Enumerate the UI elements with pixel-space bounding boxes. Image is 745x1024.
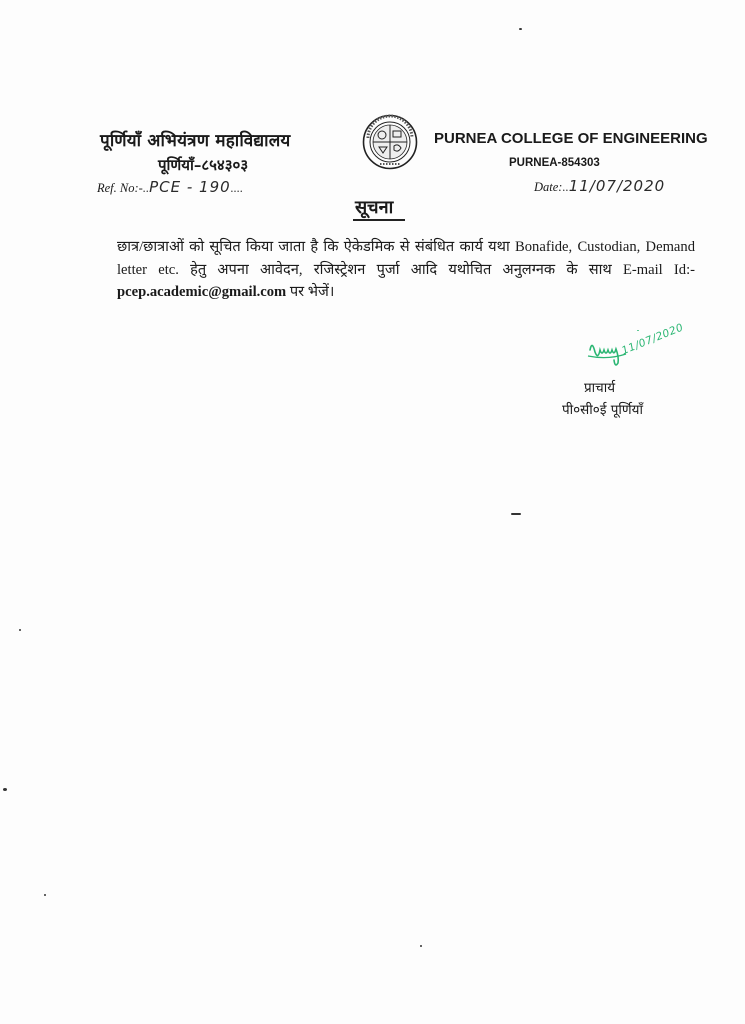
scan-speck	[44, 894, 46, 896]
notice-body-text: छात्र/छात्राओं को सूचित किया जाता है कि ऐकेडमिक से संबंधित कार्य यथा Bonafide, Custodian, Demand letter etc. हेतु अपना आवेदन, रजिस्ट्रेशन पुर्जा आदि यथोचित अनुलग्नक के साथ E-mail Id:-	[117, 239, 695, 278]
english-college-name: PURNEA COLLEGE OF ENGINEERING	[434, 130, 708, 147]
hindi-college-city: पूर्णियाँ–८५४३०३	[158, 156, 249, 174]
college-seal-icon	[362, 114, 418, 170]
notice-body	[117, 236, 695, 304]
academic-email: pcep.academic@gmail.com	[117, 284, 287, 300]
signature-date: 11/07/2020	[620, 321, 686, 358]
institution-abbreviation: पी०सी०ई पूर्णियाँ	[562, 402, 643, 418]
scan-speck	[511, 513, 521, 515]
date-value: 11/07/2020	[568, 177, 666, 195]
ref-label: Ref. No:-	[97, 181, 143, 195]
hindi-college-name: पूर्णियाँ अभियंत्रण महाविद्यालय	[100, 131, 291, 151]
heading-underline	[353, 219, 405, 221]
scan-speck	[420, 945, 422, 947]
scan-speck	[19, 629, 21, 631]
ref-value: PCE - 190	[149, 178, 231, 196]
principal-signature	[582, 326, 702, 376]
notice-body-closing: पर भेजें।	[289, 284, 335, 300]
reference-number: Ref. No:-..PCE - 190....	[97, 178, 244, 196]
letter-date: Date:..11/07/2020	[534, 177, 666, 195]
scan-speck	[3, 788, 7, 791]
date-label: Date:	[534, 180, 563, 194]
principal-designation: प्राचार्य	[584, 380, 616, 396]
notice-heading: सूचना	[355, 197, 394, 218]
english-college-city: PURNEA-854303	[509, 157, 600, 169]
scan-speck	[519, 28, 522, 30]
